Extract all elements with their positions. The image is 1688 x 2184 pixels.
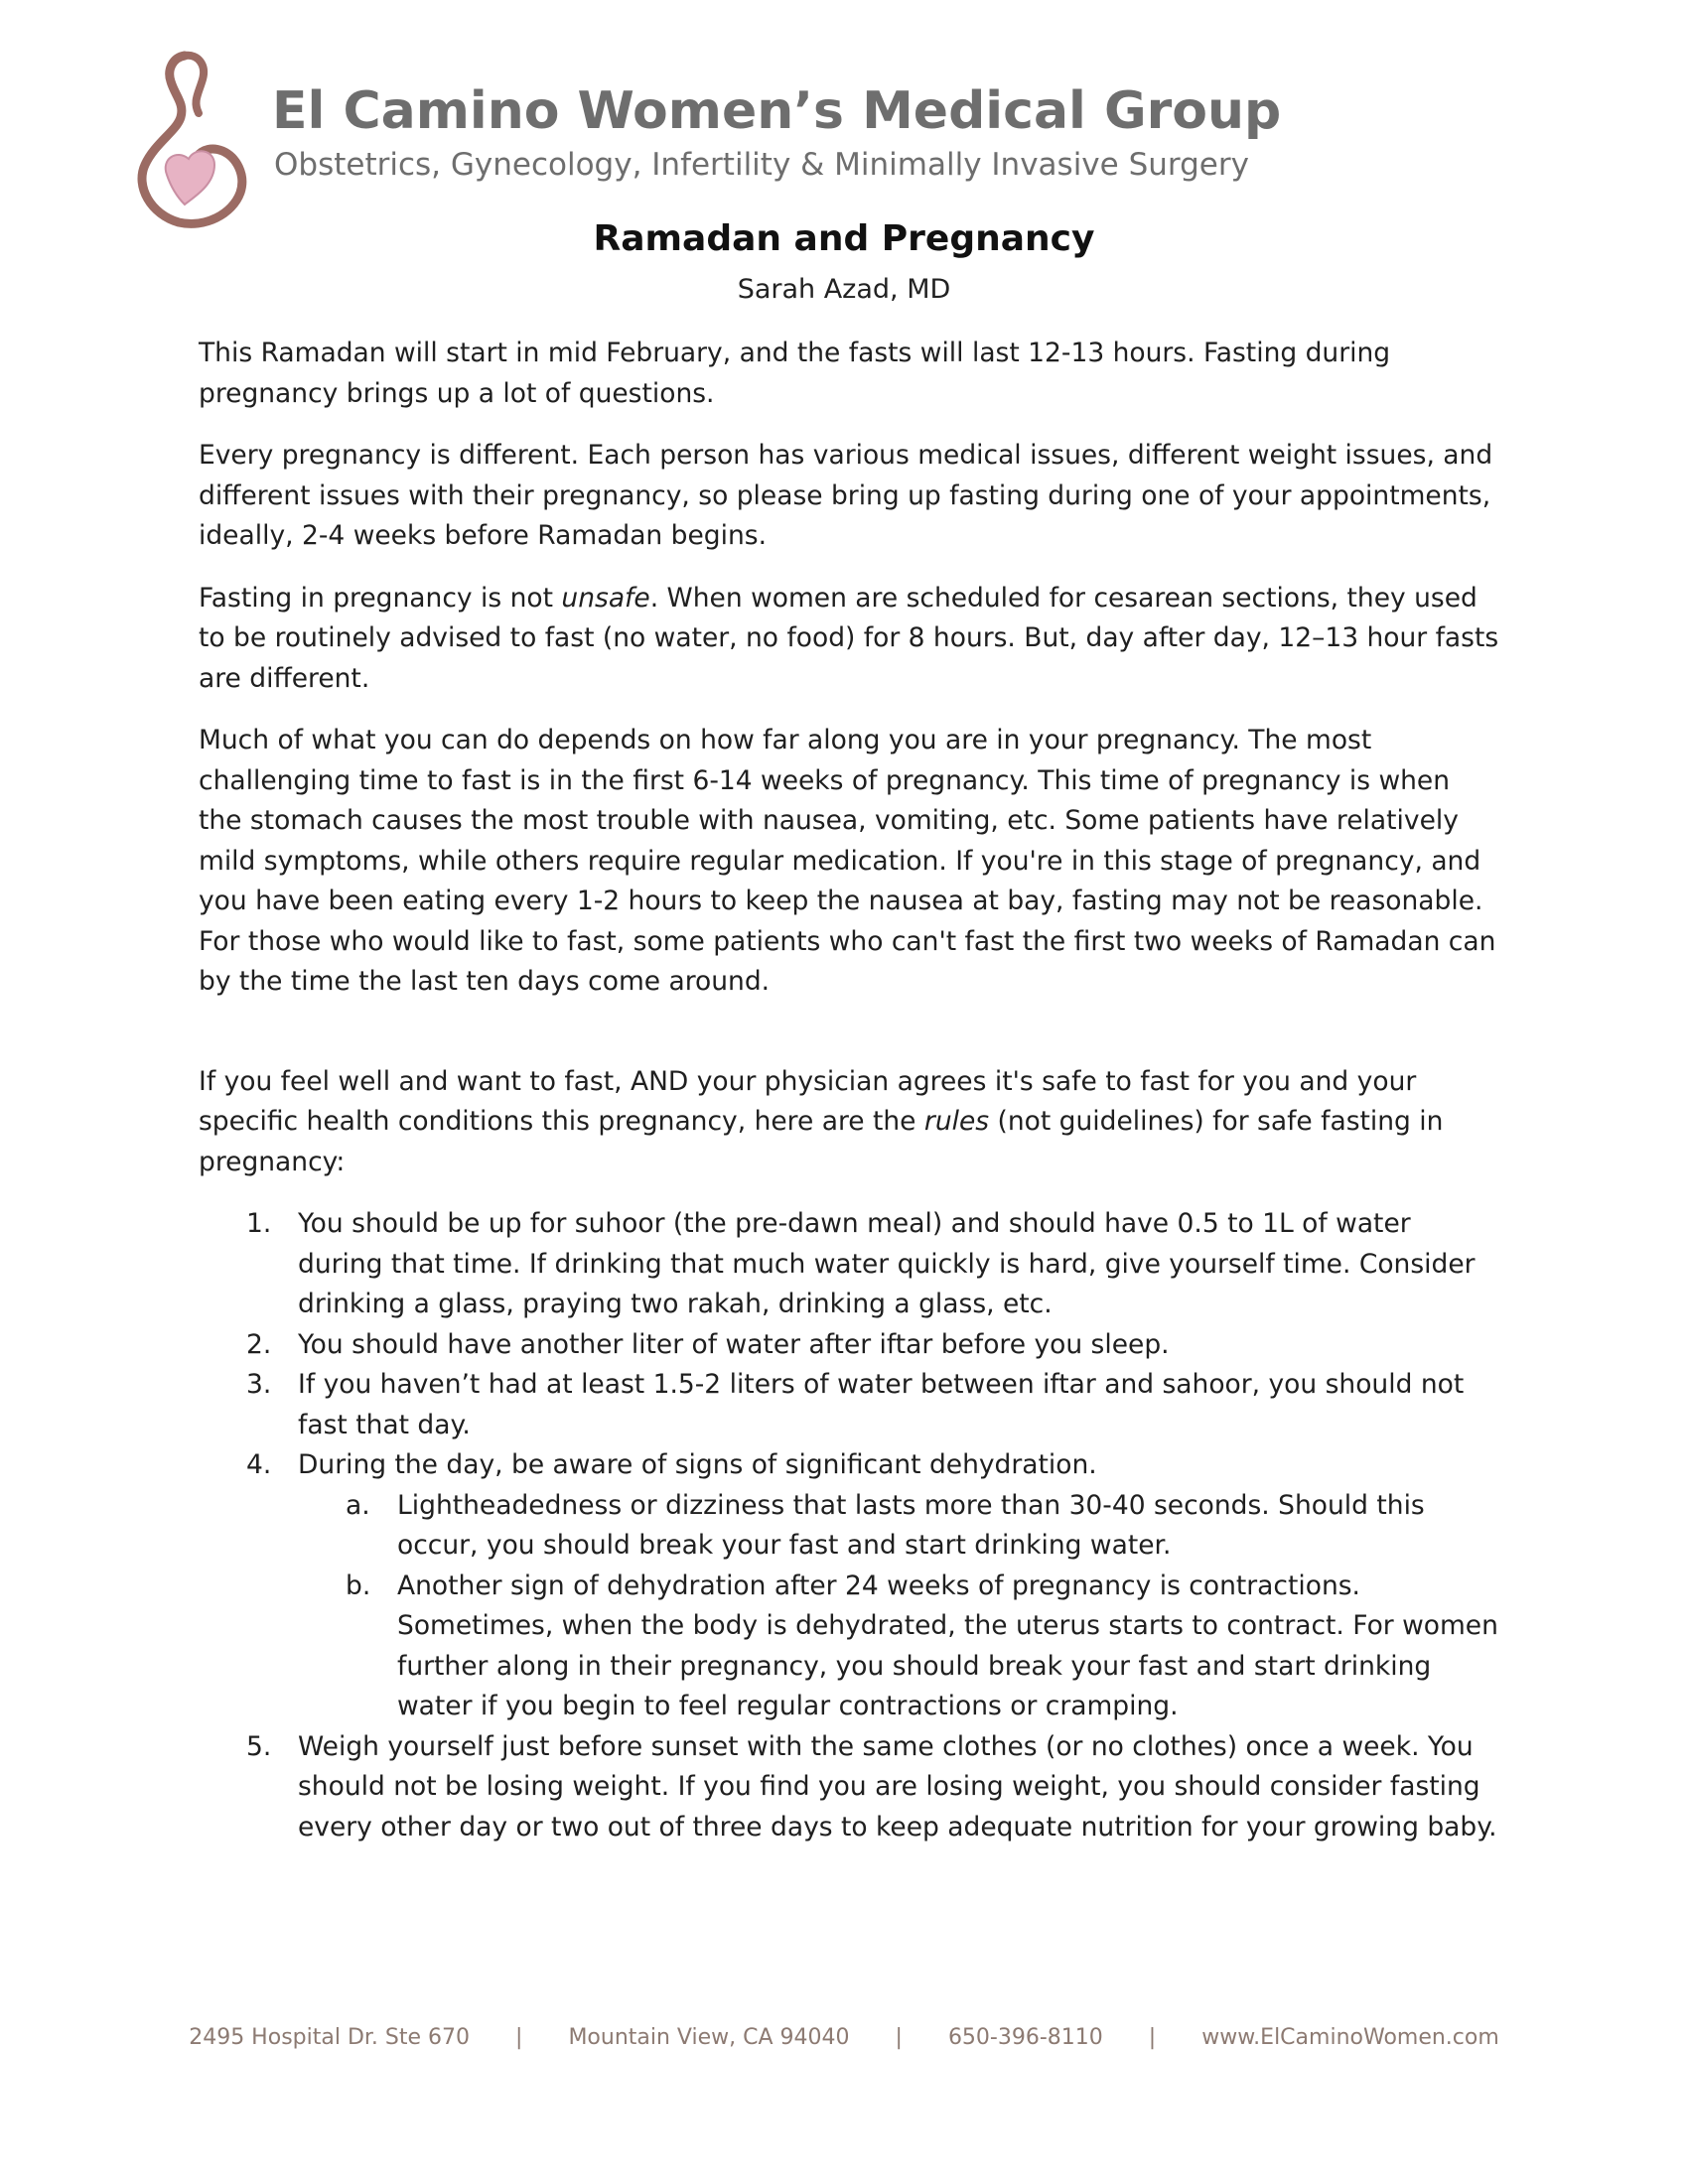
list-item-text: You should be up for suhoor (the pre-dawn meal) and should have 0.5 to 1L of water during that time. If drinking that much water quickly is hard, give yourself time. Consider drinking a glass, praying two rakah, drinking a glass, etc. — [298, 1208, 1476, 1319]
paragraph-text: If you feel well and want to fast, AND your physician agrees it's safe to fast for you and your specific health conditions this pregnancy, here are the — [199, 1065, 1417, 1137]
list-number: 4. — [246, 1449, 272, 1480]
paragraph-text: . When women are scheduled for cesarean sections, they used to be routinely advised to fast (no water, no food) for 8 hours. But, day after day, 12–13 hour fasts are different. — [199, 582, 1499, 694]
list-letter: a. — [346, 1489, 370, 1521]
mother-baby-logo-icon — [133, 48, 252, 228]
footer-city: Mountain View, CA 94040 — [568, 2025, 850, 2050]
list-item — [199, 1445, 1499, 1727]
document-title: Ramadan and Pregnancy — [593, 218, 1095, 259]
paragraph-not-unsafe — [199, 579, 1499, 700]
paragraph-every-pregnancy: Every pregnancy is different. Each person has various medical issues, different weight issues, and different issues with their pregnancy, so please bring up fasting during one of your appointments, ideally, 2-4 weeks before Ramadan begins. — [199, 440, 1493, 551]
footer-separator: | — [1148, 2025, 1157, 2050]
dehydration-signs-list — [298, 1486, 1499, 1727]
paragraph-rules-intro — [199, 1062, 1499, 1183]
paragraph-how-far-along: Much of what you can do depends on how far along you are in your pregnancy. The most challenging time to fast is in the first 6-14 weeks of pregnancy. This time of pregnancy is when the stomach causes the most trouble with nausea, vomiting, etc. Some patients have relatively mild symptoms, while others require regular medication. If you're in this stage of pregnancy, and you have been eating every 1-2 hours to keep the nausea at bay, fasting may not be reasonable. For those who would like to fast, some patients who can't fast the first two weeks of Ramadan can by the time the last ten days come around. — [199, 725, 1496, 997]
list-item-text: If you haven’t had at least 1.5-2 liters of water between iftar and sahoor, you should not fast that day. — [298, 1369, 1465, 1440]
list-item-text: Weigh yourself just before sunset with the same clothes (or no clothes) once a week. You should not be losing weight. If you find you are losing weight, you should consider fasting every other day or two out of three days to keep adequate nutrition for your growing baby. — [298, 1730, 1497, 1843]
emphasis-rules: rules — [923, 1106, 990, 1137]
rules-list — [199, 1204, 1499, 1847]
footer-contact — [0, 2025, 1688, 2050]
list-item — [199, 1325, 1499, 1366]
footer-separator: | — [895, 2025, 903, 2050]
spacer — [199, 1024, 1499, 1062]
list-item — [199, 1727, 1499, 1848]
document-body — [199, 334, 1499, 1847]
paragraph-intro: This Ramadan will start in mid February, and the fasts will last 12-13 hours. Fasting during pregnancy brings up a lot of questions. — [199, 338, 1391, 409]
sub-list-item-text: Another sign of dehydration after 24 weeks of pregnancy is contractions. Sometimes, when the body is dehydrated, the uterus starts to contract. For women further along in their pregnancy, you should break your fast and start drinking water if you begin to feel regular contractions or cramping. — [397, 1570, 1498, 1721]
list-number: 2. — [246, 1328, 272, 1360]
letterhead — [133, 48, 1282, 236]
list-item-text: You should have another liter of water after iftar before you sleep. — [298, 1328, 1170, 1360]
list-letter: b. — [346, 1570, 371, 1601]
list-number: 5. — [246, 1730, 272, 1762]
footer-address: 2495 Hospital Dr. Ste 670 — [189, 2025, 471, 2050]
paragraph-text: (not guidelines) for safe fasting in pregnancy: — [199, 1106, 1444, 1177]
list-item — [199, 1204, 1499, 1325]
sub-list-item — [298, 1567, 1499, 1727]
footer-website-link[interactable]: www.ElCaminoWomen.com — [1201, 2025, 1499, 2050]
list-number: 3. — [246, 1369, 272, 1400]
sub-list-item — [298, 1486, 1499, 1567]
sub-list-item-text: Lightheadedness or dizziness that lasts more than 30-40 seconds. Should this occur, you should break your fast and start drinking water. — [397, 1489, 1425, 1561]
list-item — [199, 1365, 1499, 1445]
footer-phone[interactable]: 650-396-8110 — [947, 2025, 1103, 2050]
document-author: Sarah Azad, MD — [737, 274, 951, 305]
organization-name: El Camino Women’s Medical Group — [272, 81, 1282, 141]
list-item-text: During the day, be aware of signs of significant dehydration. — [298, 1449, 1097, 1480]
organization-subtitle: Obstetrics, Gynecology, Infertility & Minimally Invasive Surgery — [274, 147, 1249, 183]
footer-separator: | — [515, 2025, 523, 2050]
emphasis-unsafe: unsafe — [561, 582, 650, 614]
list-number: 1. — [246, 1208, 272, 1239]
paragraph-text: Fasting in pregnancy is not — [199, 582, 562, 614]
